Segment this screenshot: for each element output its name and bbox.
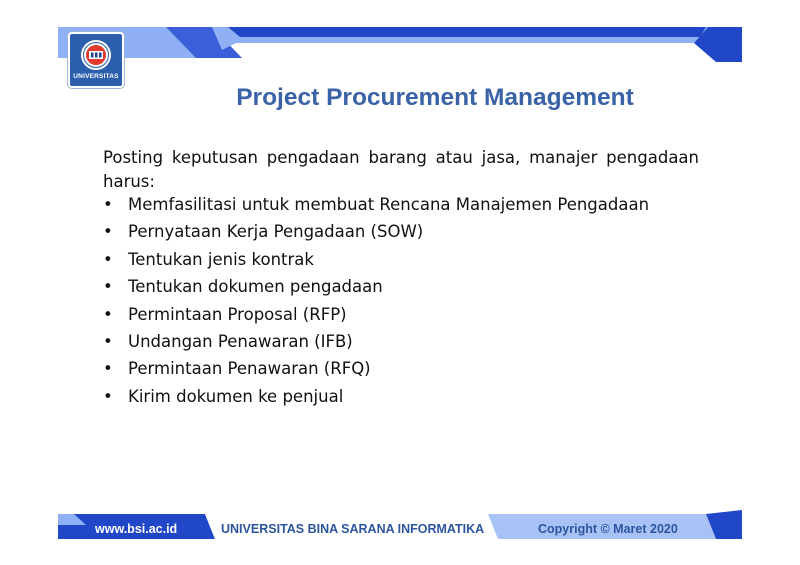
list-item — [103, 303, 649, 330]
list-item-text: Memfasilitasi untuk membuat Rencana Manajemen Pengadaan — [128, 195, 650, 214]
list-item — [103, 275, 649, 302]
bullet-icon: • — [103, 249, 113, 269]
intro-paragraph: Posting keputusan pengadaan barang atau jasa, manajer pengadaan harus: — [103, 148, 699, 191]
list-item-text: Kirim dokumen ke penjual — [128, 386, 344, 406]
list-item — [103, 330, 649, 357]
footer-institution: UNIVERSITAS BINA SARANA INFORMATIKA — [221, 522, 485, 536]
university-logo — [68, 32, 124, 88]
bullet-icon: • — [103, 277, 113, 297]
bullet-icon: • — [103, 222, 113, 242]
bullet-icon: • — [103, 359, 113, 379]
list-item-text: Permintaan Proposal (RFP) — [128, 304, 347, 324]
list-item-text: Permintaan Penawaran (RFQ) — [128, 359, 371, 379]
list-item — [103, 357, 649, 384]
footer-website: www.bsi.ac.id — [95, 522, 178, 536]
list-item — [103, 385, 649, 412]
bullet-list — [103, 193, 649, 412]
list-item-text: Undangan Penawaran (IFB) — [128, 331, 353, 351]
slide-title: Project Procurement Management — [236, 84, 634, 111]
bullet-icon: • — [103, 304, 113, 324]
list-item-text: Tentukan dokumen pengadaan — [128, 277, 383, 297]
list-item-text: Tentukan jenis kontrak — [128, 249, 314, 269]
list-item-text: Pernyataan Kerja Pengadaan (SOW) — [128, 222, 424, 242]
list-item — [103, 220, 649, 247]
logo-caption: UNIVERSITAS — [73, 73, 119, 80]
bullet-icon: • — [103, 386, 113, 406]
bullet-icon: • — [103, 195, 113, 214]
list-item — [103, 193, 649, 220]
footer-copyright: Copyright © Maret 2020 — [538, 522, 678, 536]
bullet-icon: • — [103, 331, 113, 351]
list-item — [103, 248, 649, 275]
